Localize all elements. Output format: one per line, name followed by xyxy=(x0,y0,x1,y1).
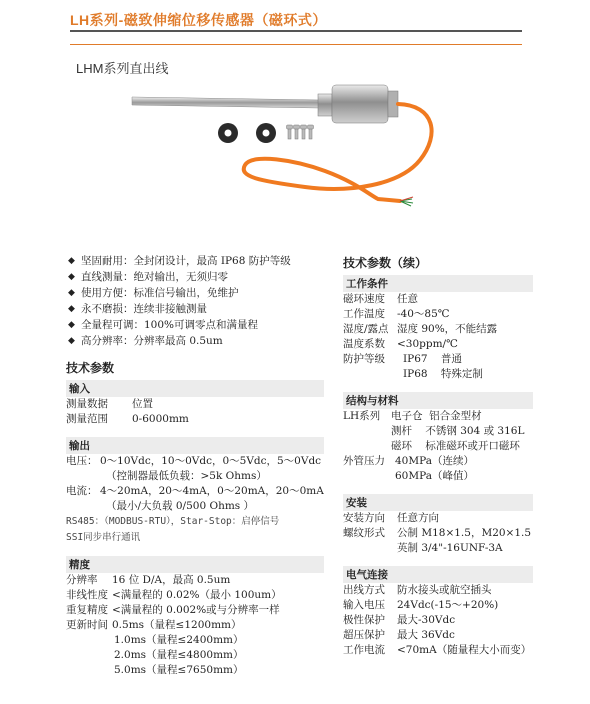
page-title: LH系列-磁致伸缩位移传感器（磁环式） xyxy=(70,12,327,28)
diamond-bullet-icon: ◆ xyxy=(68,320,75,330)
sensor-flange xyxy=(318,94,332,116)
diamond-bullet-icon: ◆ xyxy=(68,304,75,314)
param-note: （最小/大负载 0/500 Ohms ） xyxy=(106,500,255,512)
feature-item: ◆ 高分辨率：分辨率最高 0.5um xyxy=(68,335,223,347)
param-note: IP68 特殊定制 xyxy=(403,368,483,380)
param-note: 2.0ms（量程≤4800mm） xyxy=(114,649,244,661)
param-row: 工作温度 -40～85℃ xyxy=(343,308,450,320)
output-band: 输出 xyxy=(66,437,324,454)
product-photo xyxy=(120,75,480,225)
ssi-line: SSI同步串行通讯 xyxy=(66,532,141,543)
param-row: 工作电流 <70mA（随量程大小而变） xyxy=(343,644,532,656)
sensor-rod xyxy=(132,97,320,108)
conditions-band: 工作条件 xyxy=(343,275,533,292)
param-row: 电流： 4～20mA，20～4mA，0～20mA，20～0mA xyxy=(66,485,324,497)
param-row: 安装方向 任意方向 xyxy=(343,512,439,524)
param-row: 湿度/露点 湿度 90%，不能结露 xyxy=(343,323,498,335)
precision-band: 精度 xyxy=(66,556,324,573)
param-note: 60MPa（峰值） xyxy=(395,470,474,482)
feature-item: ◆ 使用方便：标准信号输出，免维护 xyxy=(68,287,239,299)
electrical-band: 电气连接 xyxy=(343,566,533,583)
param-row: 防护等级 IP67 普通 xyxy=(343,353,462,365)
feature-list xyxy=(66,254,324,349)
param-row: 磁环速度 任意 xyxy=(343,293,418,305)
title-divider xyxy=(70,30,522,32)
install-band: 安装 xyxy=(343,494,533,511)
param-row: 测量范围 0-6000mm xyxy=(66,413,189,425)
diamond-bullet-icon: ◆ xyxy=(68,336,75,346)
left-column xyxy=(66,254,324,678)
diamond-bullet-icon: ◆ xyxy=(68,288,75,298)
param-row: 出线方式 防水接头或航空插头 xyxy=(343,584,492,596)
tech-params-heading: 技术参数 xyxy=(66,361,115,375)
product-subtitle: LHM系列直出线 xyxy=(76,61,169,76)
screws xyxy=(287,125,314,139)
feature-item: ◆ 坚固耐用：全封闭设计，最高 IP68 防护等级 xyxy=(68,255,291,267)
param-row: 测量数据 位置 xyxy=(66,398,153,410)
param-row: 电压： 0～10Vdc，10～0Vdc，0～5Vdc，5～0Vdc xyxy=(66,455,322,467)
param-row: 温度系数 <30ppm/℃ xyxy=(343,338,458,350)
structure-band: 结构与材料 xyxy=(343,392,533,409)
accent-divider xyxy=(70,44,522,45)
param-row: 非线性度 <满量程的 0.02%（最小 100um） xyxy=(66,589,282,601)
param-row: 重复精度 <满量程的 0.002%或与分辨率一样 xyxy=(66,604,280,616)
param-note: 1.0ms（量程≤2400mm） xyxy=(114,634,244,646)
param-row: 输入电压 24Vdc(-15～+20%) xyxy=(343,599,499,611)
right-column xyxy=(343,254,533,658)
param-note: 英制 3/4"-16UNF-3A xyxy=(397,542,503,554)
tech-params-cont-heading: 技术参数（续） xyxy=(343,256,428,270)
param-row: 分辨率 16 位 D/A，最高 0.5um xyxy=(66,574,231,586)
feature-item: ◆ 永不磨损：连续非接触测量 xyxy=(68,303,207,315)
input-band: 输入 xyxy=(66,380,324,397)
param-row: 外管压力 40MPa（连续） xyxy=(343,455,474,467)
param-row: 极性保护 最大-30Vdc xyxy=(343,614,456,626)
param-note: （控制器最低负载：>5k Ohms） xyxy=(106,470,267,482)
param-row: 螺纹形式 公制 M18×1.5，M20×1.5 xyxy=(343,527,532,539)
param-row: 测杆 不锈钢 304 或 316L xyxy=(391,425,525,437)
param-row: 磁环 标准磁环或开口磁环 xyxy=(391,440,520,452)
rs485-line: RS485：（MODBUS-RTU），Star-Stop：启停信号 xyxy=(66,516,280,527)
diamond-bullet-icon: ◆ xyxy=(68,272,75,282)
param-row: LH系列 电子仓 铝合金型材 xyxy=(343,410,482,422)
param-note: 5.0ms（量程≤7650mm） xyxy=(114,664,244,676)
param-row: 超压保护 最大 36Vdc xyxy=(343,629,455,641)
feature-item: ◆ 直线测量：绝对输出，无须归零 xyxy=(68,271,228,283)
param-row: 更新时间 0.5ms（量程≤1200mm） xyxy=(66,619,242,631)
diamond-bullet-icon: ◆ xyxy=(68,256,75,266)
sensor-housing xyxy=(332,85,388,123)
feature-item: ◆ 全量程可调：100%可调零点和满量程 xyxy=(68,319,259,331)
